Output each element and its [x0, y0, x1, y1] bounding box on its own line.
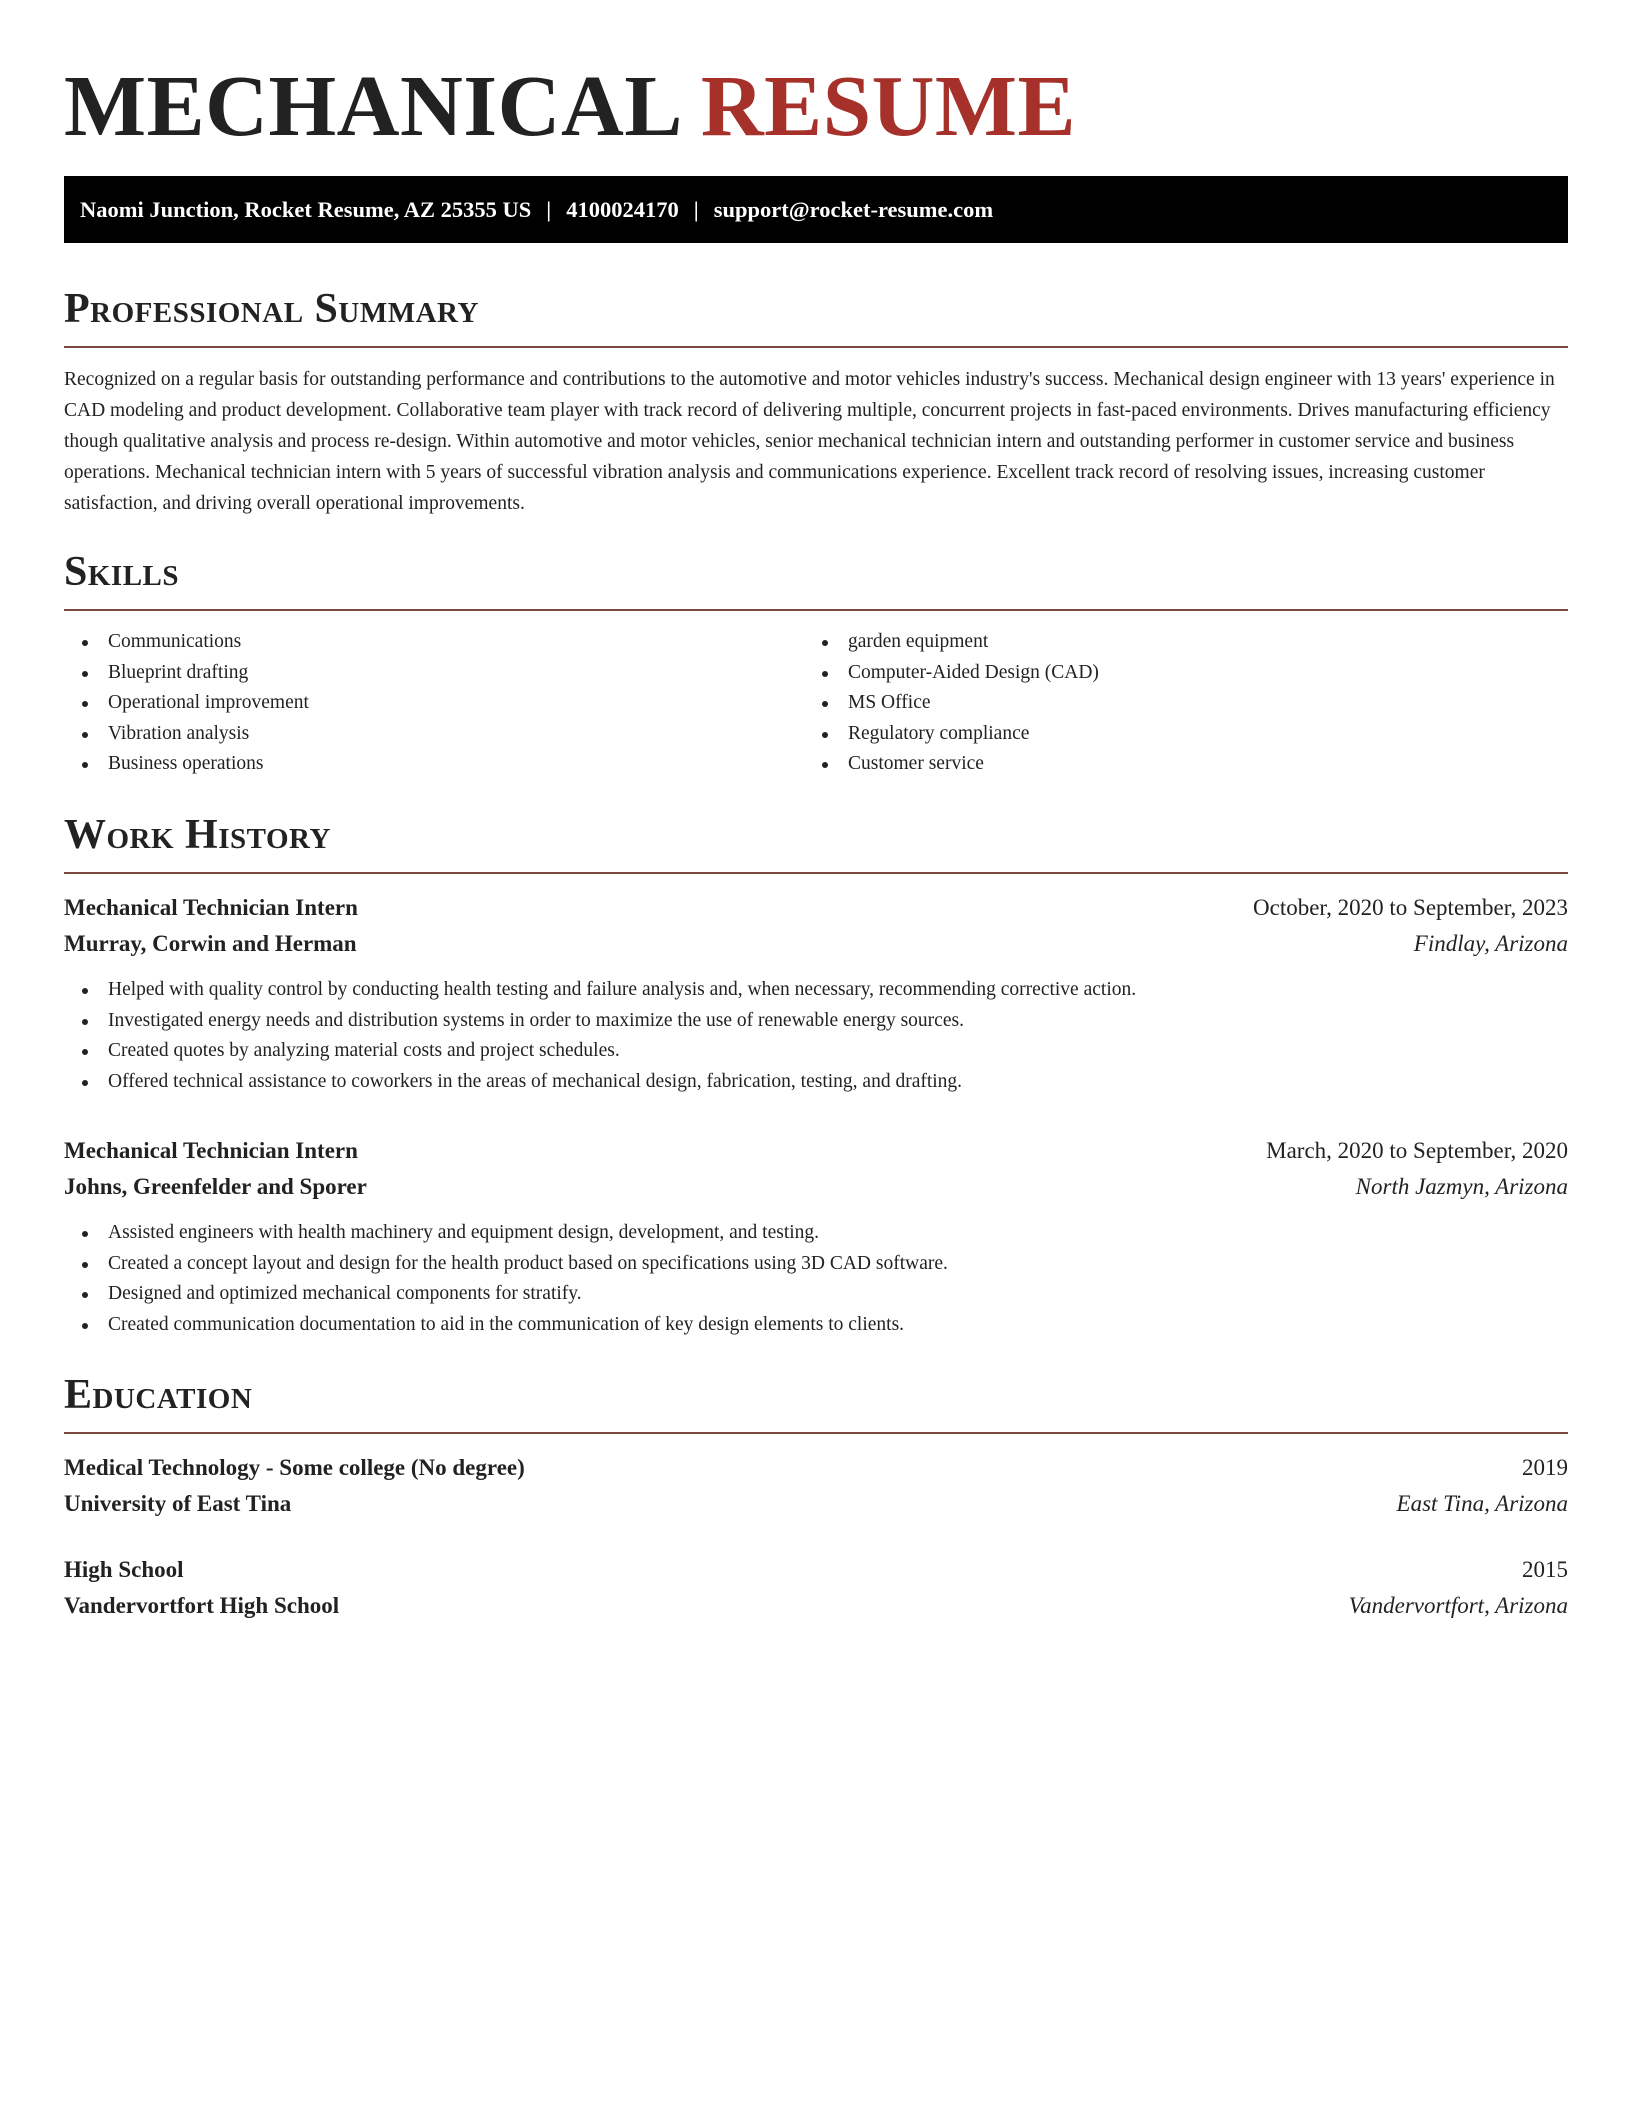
- job-dates: October, 2020 to September, 2023: [1253, 895, 1568, 920]
- title-word-mechanical: MECHANICAL: [64, 57, 683, 154]
- education-school-row: [64, 1588, 1568, 1624]
- work-history-heading: Work History: [64, 812, 331, 858]
- contact-separator: |: [693, 197, 699, 222]
- job-bullet: Created a concept layout and design for the health product based on specifications using 3D CAD software.: [64, 1249, 1568, 1280]
- job-company-row: [64, 1169, 1568, 1205]
- education-location: East Tina, Arizona: [1396, 1491, 1568, 1516]
- education-header-row: [64, 1450, 1568, 1486]
- skill-item: Regulatory compliance: [804, 719, 1544, 750]
- job-title: Mechanical Technician Intern: [64, 895, 358, 920]
- job-company-row: [64, 926, 1568, 962]
- title-word-resume: RESUME: [700, 57, 1077, 154]
- skills-columns: [64, 627, 1568, 780]
- education-degree: High School: [64, 1557, 184, 1582]
- job-company: Murray, Corwin and Herman: [64, 931, 357, 956]
- education-school-row: [64, 1486, 1568, 1522]
- skill-item: Computer-Aided Design (CAD): [804, 658, 1544, 689]
- education-school: University of East Tina: [64, 1491, 292, 1516]
- job-header-row: [64, 1133, 1568, 1169]
- job-entry: [64, 890, 1568, 1097]
- job-bullet: Helped with quality control by conducting health testing and failure analysis and, when necessary, recommending corrective action.: [64, 975, 1568, 1006]
- section-divider: [64, 872, 1568, 874]
- skill-item: Business operations: [64, 749, 804, 780]
- contact-email[interactable]: support@rocket-resume.com: [713, 197, 994, 222]
- skills-heading: Skills: [64, 549, 180, 595]
- skill-item: Communications: [64, 627, 804, 658]
- summary-heading: Professional Summary: [64, 286, 479, 332]
- job-bullet: Offered technical assistance to coworkers in the areas of mechanical design, fabrication, testing, and drafting.: [64, 1067, 1568, 1098]
- education-school: Vandervortfort High School: [64, 1593, 340, 1618]
- contact-address: Naomi Junction, Rocket Resume, AZ 25355 US: [80, 197, 532, 222]
- skills-list-left: [64, 627, 804, 780]
- job-bullet: Investigated energy needs and distribution systems in order to maximize the use of renewable energy sources.: [64, 1006, 1568, 1037]
- job-header-row: [64, 890, 1568, 926]
- job-bullets: [64, 975, 1568, 1097]
- skills-section: [64, 545, 1568, 780]
- skill-item: Customer service: [804, 749, 1544, 780]
- skill-item: Blueprint drafting: [64, 658, 804, 689]
- skill-item: Vibration analysis: [64, 719, 804, 750]
- summary-section: [64, 282, 1568, 519]
- job-location: Findlay, Arizona: [1413, 931, 1568, 956]
- job-bullet: Designed and optimized mechanical components for stratify.: [64, 1279, 1568, 1310]
- contact-separator: |: [546, 197, 552, 222]
- skill-item: MS Office: [804, 688, 1544, 719]
- job-bullet: Created communication documentation to aid in the communication of key design elements to clients.: [64, 1310, 1568, 1341]
- summary-text: Recognized on a regular basis for outstanding performance and contributions to the automotive and motor vehicles industry's success. Mechanical design engineer with 13 years' experience in CAD modeling and product development. Collaborative team player with track record of delivering multiple, concurrent projects in fast-paced environments. Drives manufacturing efficiency though qualitative analysis and process re-design. Within automotive and motor vehicles, senior mechanical technician intern and outstanding performer in customer service and business operations. Mechanical technician intern with 5 years of successful vibration analysis and communications experience. Excellent track record of resolving issues, increasing customer satisfaction, and driving overall operational improvements.: [64, 369, 1555, 514]
- education-entry: [64, 1552, 1568, 1624]
- education-degree: Medical Technology - Some college (No degree): [64, 1455, 525, 1480]
- section-divider: [64, 609, 1568, 611]
- job-entry: [64, 1133, 1568, 1340]
- section-divider: [64, 1432, 1568, 1434]
- job-bullet: Created quotes by analyzing material costs and project schedules.: [64, 1036, 1568, 1067]
- job-company: Johns, Greenfelder and Sporer: [64, 1174, 367, 1199]
- contact-bar: [64, 176, 1568, 243]
- job-dates: March, 2020 to September, 2020: [1266, 1138, 1568, 1163]
- work-history-section: [64, 808, 1568, 1340]
- education-year: 2019: [1522, 1455, 1568, 1480]
- education-entry: [64, 1450, 1568, 1522]
- education-year: 2015: [1522, 1557, 1568, 1582]
- job-title: Mechanical Technician Intern: [64, 1138, 358, 1163]
- education-section: [64, 1368, 1568, 1624]
- education-location: Vandervortfort, Arizona: [1348, 1593, 1568, 1618]
- job-location: North Jazmyn, Arizona: [1355, 1174, 1568, 1199]
- job-bullet: Assisted engineers with health machinery and equipment design, development, and testing.: [64, 1218, 1568, 1249]
- skill-item: Operational improvement: [64, 688, 804, 719]
- contact-phone: 4100024170: [566, 197, 679, 222]
- section-divider: [64, 346, 1568, 348]
- skills-list-right: [804, 627, 1544, 780]
- education-header-row: [64, 1552, 1568, 1588]
- skill-item: garden equipment: [804, 627, 1544, 658]
- job-bullets: [64, 1218, 1568, 1340]
- resume-title: [64, 56, 1076, 156]
- education-heading: Education: [64, 1372, 253, 1418]
